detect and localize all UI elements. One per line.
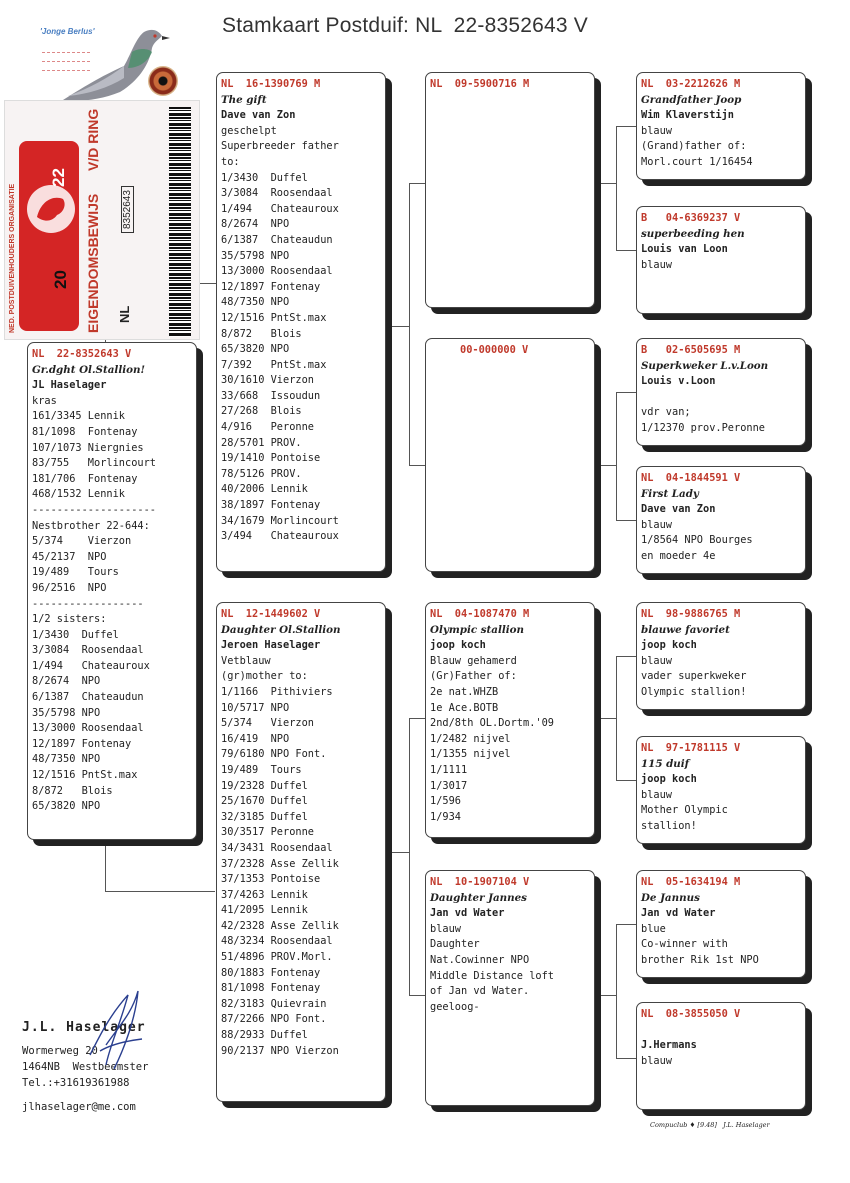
result-line: 12/1516 PntSt.max [32,769,138,782]
pigeon-eye-photo [148,66,178,96]
result-line: 37/1353 Pontoise [221,873,321,886]
certificate-title: EIGENDOMSBEWIJS [85,193,101,333]
pigeon-card-ffm [636,206,806,314]
result-list [641,518,801,565]
logo-small-text [42,44,102,74]
result-list [641,1054,801,1070]
result-line: 12/1516 PntSt.max [221,311,327,324]
ownership-certificate [4,100,200,340]
result-line: 13/3000 Roosendaal [221,265,333,278]
ring-number: B 02-6505695 M [641,344,741,356]
result-line: 1/596 [430,795,461,808]
pigeon-name: The gift [221,93,267,106]
result-line: 468/1532 Lennik [32,488,125,501]
result-line: Co-winner with [641,938,728,951]
result-line: blauw [641,1054,672,1067]
connector [596,465,616,466]
result-line: 107/1073 Niergnies [32,441,144,454]
pigeon-name: Gr.dght Ol.Stallion! [32,363,146,376]
result-line: geeloog- [430,1000,480,1013]
result-line: to: [221,155,240,168]
result-line: 30/1610 Vierzon [221,374,314,387]
result-line: 10/5717 NPO [221,701,290,714]
owner-name: Dave van Zon [221,109,296,122]
result-line: 37/2328 Asse Zellik [221,857,339,870]
ring-number: NL 05-1634194 M [641,876,741,888]
result-line: 3/3084 Roosendaal [221,187,333,200]
result-line: 83/755 Morlincourt [32,457,156,470]
pigeon-card-fmm [636,466,806,574]
result-list [641,922,801,969]
pigeon-card-mother [216,602,386,1102]
result-line: 48/7350 NPO [32,753,101,766]
result-line: Superbreeder father [221,140,339,153]
pigeon-name: Daughter Ol.Stallion [221,623,341,636]
result-line: 8/2674 NPO [32,675,101,688]
owner-name: Louis van Loon [641,243,728,256]
ring-number: NL 12-1449602 V [221,608,321,620]
result-line: 19/1410 Pontoise [221,452,321,465]
ring-number: NL 16-1390769 M [221,78,321,90]
pigeon-card-father-mother [425,338,595,572]
connector [387,326,409,327]
connector [616,392,637,393]
connector [200,283,216,284]
breeder-address-street: Wormerweg 20 [22,1045,98,1057]
result-line: 13/3000 Roosendaal [32,722,144,735]
result-line: 1/494 Chateauroux [221,202,339,215]
connector [616,126,637,127]
signature [80,985,160,1075]
result-line: 27/268 Blois [221,405,302,418]
pigeon-card-subject [27,342,197,840]
owner-name: Jan vd Water [641,907,716,920]
result-line: 33/668 Issoudun [221,389,321,402]
certificate-ring-label: V/D RING [85,108,101,171]
ring-number: NL 03-2212626 M [641,78,741,90]
pigeon-name: Superkweker L.v.Loon [641,359,769,372]
result-line: -------------------- [32,503,156,516]
result-line: (gr)mother to: [221,670,308,683]
pigeon-name: Daughter Jannes [430,891,527,904]
result-line: 1/1355 nijvel [430,748,511,761]
result-list [641,788,801,835]
result-line: 41/2095 Lennik [221,904,308,917]
result-line: 34/3431 Roosendaal [221,841,333,854]
result-line: 37/4263 Lennik [221,888,308,901]
result-line: 1/1166 Pithiviers [221,685,333,698]
result-line: vader superkweker [641,670,747,683]
connector [409,995,426,996]
result-line: 5/374 Vierzon [221,717,314,730]
owner-name: joop koch [641,773,697,786]
result-line: 34/1679 Morlincourt [221,514,339,527]
ring-number: NL 04-1087470 M [430,608,530,620]
result-line: en moeder 4e [641,549,716,562]
result-line: blauw [641,788,672,801]
connector [616,126,617,250]
owner-name: Louis v.Loon [641,375,716,388]
result-line: (Grand)father of: [641,140,747,153]
result-line: 45/2137 NPO [32,550,107,563]
result-line: 78/5126 PROV. [221,467,302,480]
connector [596,183,616,184]
result-line: 28/5701 PROV. [221,436,302,449]
result-line: vdr van; [641,406,691,419]
result-line: 181/706 Fontenay [32,472,138,485]
result-line: 1/1111 [430,763,468,776]
certificate-year-2: 20 [51,270,70,289]
club-logo-text: 'Jonge Berlus' [40,27,95,36]
pigeon-card-mff [636,602,806,710]
result-line: 1/3430 Duffel [32,628,119,641]
result-line: 87/2266 NPO Font. [221,1013,327,1026]
owner-name: JL Haselager [32,379,107,392]
lion-emblem-icon [23,181,79,237]
pigeon-card-fff [636,72,806,180]
result-line: Nestbrother 22-644: [32,519,150,532]
result-line: 90/2137 NPO Vierzon [221,1044,339,1057]
owner-name: joop koch [430,639,486,652]
connector [616,392,617,520]
pigeon-card-mother-father [425,602,595,838]
breeder-address-city: 1464NB Westbeemster [22,1061,149,1073]
result-line: of Jan vd Water. [430,985,530,998]
pigeon-card-mmm [636,1002,806,1110]
result-line: blauw [641,654,672,667]
result-line: 1/8564 NPO Bourges [641,534,753,547]
ring-number: NL 98-9886765 M [641,608,741,620]
result-line: 4/916 Peronne [221,421,314,434]
connector [409,183,410,465]
result-line: 1/3017 [430,779,468,792]
result-line: blauw [641,518,672,531]
result-line: 8/872 Blois [32,784,113,797]
connector [616,656,617,780]
connector [616,520,637,521]
connector [616,250,637,251]
connector [409,465,426,466]
pigeon-name: superbeeding hen [641,227,745,240]
result-line: Middle Distance loft [430,969,554,982]
owner-name: Wim Klaverstijn [641,109,734,122]
breeder-email: jlhaselager@me.com [22,1101,136,1113]
pigeon-card-mother-mother [425,870,595,1106]
result-line: 19/2328 Duffel [221,779,308,792]
result-line: 6/1387 Chateaudun [32,691,144,704]
footer-credit: Compuclub ♦ [9.48] J.L. Haselager [650,1121,770,1129]
result-line: 88/2933 Duffel [221,1029,308,1042]
result-line: 19/489 Tours [221,763,302,776]
owner-name: Dave van Zon [641,503,716,516]
result-line: 48/7350 NPO [221,296,290,309]
result-line: 7/392 PntSt.max [221,358,327,371]
result-list [32,394,192,815]
connector [616,1058,637,1059]
result-line: 1/2 sisters: [32,613,107,626]
result-list [641,390,801,437]
connector [596,995,616,996]
result-line: 65/3820 NPO [221,343,290,356]
certificate-country: NL [117,305,132,323]
owner-name: Jan vd Water [430,907,505,920]
barcode [169,107,191,337]
result-line: 81/1098 Fontenay [32,425,138,438]
result-line: 1/2482 nijvel [430,732,511,745]
result-line: 1/12370 prov.Peronne [641,421,765,434]
result-line: 48/3234 Roosendaal [221,935,333,948]
result-list [641,654,801,701]
pigeon-name: Olympic stallion [430,623,525,636]
result-line: Vetblauw [221,654,271,667]
result-line: (Gr)Father of: [430,670,517,683]
result-line: 3/494 Chateauroux [221,530,339,543]
connector [105,891,215,892]
result-line: 3/3084 Roosendaal [32,644,144,657]
result-line: 161/3345 Lennik [32,410,125,423]
result-line: ------------------ [32,597,144,610]
ring-number: NL 04-1844591 V [641,472,741,484]
result-line: Mother Olympic [641,804,728,817]
ring-number: 00-000000 V [460,344,529,356]
pigeon-name [641,1023,801,1039]
result-line: 32/3185 Duffel [221,810,308,823]
pigeon-card-father [216,72,386,572]
connector [409,183,426,184]
result-line: 1/494 Chateauroux [32,659,150,672]
connector [409,718,410,996]
ring-number: NL 08-3855050 V [641,1008,741,1020]
connector [616,780,637,781]
result-line: 2e nat.WHZB [430,685,499,698]
result-line: blauw [430,922,461,935]
result-line: 38/1897 Fontenay [221,499,321,512]
connector [616,656,637,657]
result-line [641,390,801,406]
result-line: kras [32,394,57,407]
result-line: 6/1387 Chateaudun [221,233,333,246]
result-line: 1/3430 Duffel [221,171,308,184]
certificate-year: 22 [49,168,68,187]
pigeon-name: De Jannus [641,891,700,904]
result-line: stallion! [641,819,697,832]
result-line: 2nd/8th OL.Dortm.'09 [430,717,554,730]
certificate-org: NED. POSTDUIVENHOUDERS ORGANISATIE [9,183,16,333]
result-line: 30/3517 Peronne [221,826,314,839]
result-list [221,654,381,1059]
connector [616,924,617,1058]
result-line: geschelpt [221,124,277,137]
result-line: 51/4896 PROV.Morl. [221,951,333,964]
result-line: 80/1883 Fontenay [221,966,321,979]
pigeon-card-father-father [425,72,595,308]
ring-number: NL 97-1781115 V [641,742,741,754]
ring-number: NL 22-8352643 V [32,348,132,360]
result-line: 81/1098 Fontenay [221,982,321,995]
ring-number: NL 09-5900716 M [430,78,530,90]
result-line: 35/5798 NPO [221,249,290,262]
pigeon-card-mmf [636,870,806,978]
pigeon-name: Grandfather Joop [641,93,742,106]
page-title: Stamkaart Postduif: NL 22-8352643 V [222,14,588,37]
connector [409,718,426,719]
result-line: blauw [641,124,672,137]
result-line: 12/1897 Fontenay [32,737,132,750]
result-line: blauw [641,258,672,271]
pigeon-card-mfm [636,736,806,844]
pigeon-name: blauwe favoriet [641,623,730,636]
pigeon-name: 115 duif [641,757,690,770]
pigeon-card-fmf [636,338,806,446]
result-line: 1e Ace.BOTB [430,701,499,714]
result-line: 16/419 NPO [221,732,290,745]
breeder-name: J.L. Haselager [22,1020,146,1035]
certificate-ring-number: 8352643 [121,186,134,233]
result-line: 82/3183 Quievrain [221,997,327,1010]
result-line: 65/3820 NPO [32,800,101,813]
result-line: 19/489 Tours [32,566,119,579]
result-line: brother Rik 1st NPO [641,953,759,966]
result-line: 5/374 Vierzon [32,535,132,548]
result-line: 8/872 Blois [221,327,302,340]
result-line: Morl.court 1/16454 [641,155,753,168]
result-line: Daughter [430,938,480,951]
result-list [430,654,590,826]
result-list [641,124,801,171]
result-line: 35/5798 NPO [32,706,101,719]
ring-number: B 04-6369237 V [641,212,741,224]
result-line: 42/2328 Asse Zellik [221,919,339,932]
result-line: Nat.Cowinner NPO [430,953,530,966]
connector [616,924,637,925]
owner-name: Jeroen Haselager [221,639,321,652]
pigeon-name: First Lady [641,487,699,500]
result-line: 8/2674 NPO [221,218,290,231]
result-list [641,258,801,274]
result-line: 25/1670 Duffel [221,795,308,808]
result-line: Blauw gehamerd [430,654,517,667]
result-line: 40/2006 Lennik [221,483,308,496]
breeder-phone: Tel.:+31619361988 [22,1077,130,1089]
result-line: 96/2516 NPO [32,581,107,594]
owner-name: joop koch [641,639,697,652]
owner-name: J.Hermans [641,1039,697,1052]
result-line: 12/1897 Fontenay [221,280,321,293]
result-line: Olympic stallion! [641,685,747,698]
result-line: blue [641,922,666,935]
result-line: 79/6180 NPO Font. [221,748,327,761]
ring-number: NL 10-1907104 V [430,876,530,888]
connector [387,852,409,853]
result-list [430,922,590,1016]
connector [596,718,616,719]
result-line: 1/934 [430,810,461,823]
result-list [221,124,381,545]
